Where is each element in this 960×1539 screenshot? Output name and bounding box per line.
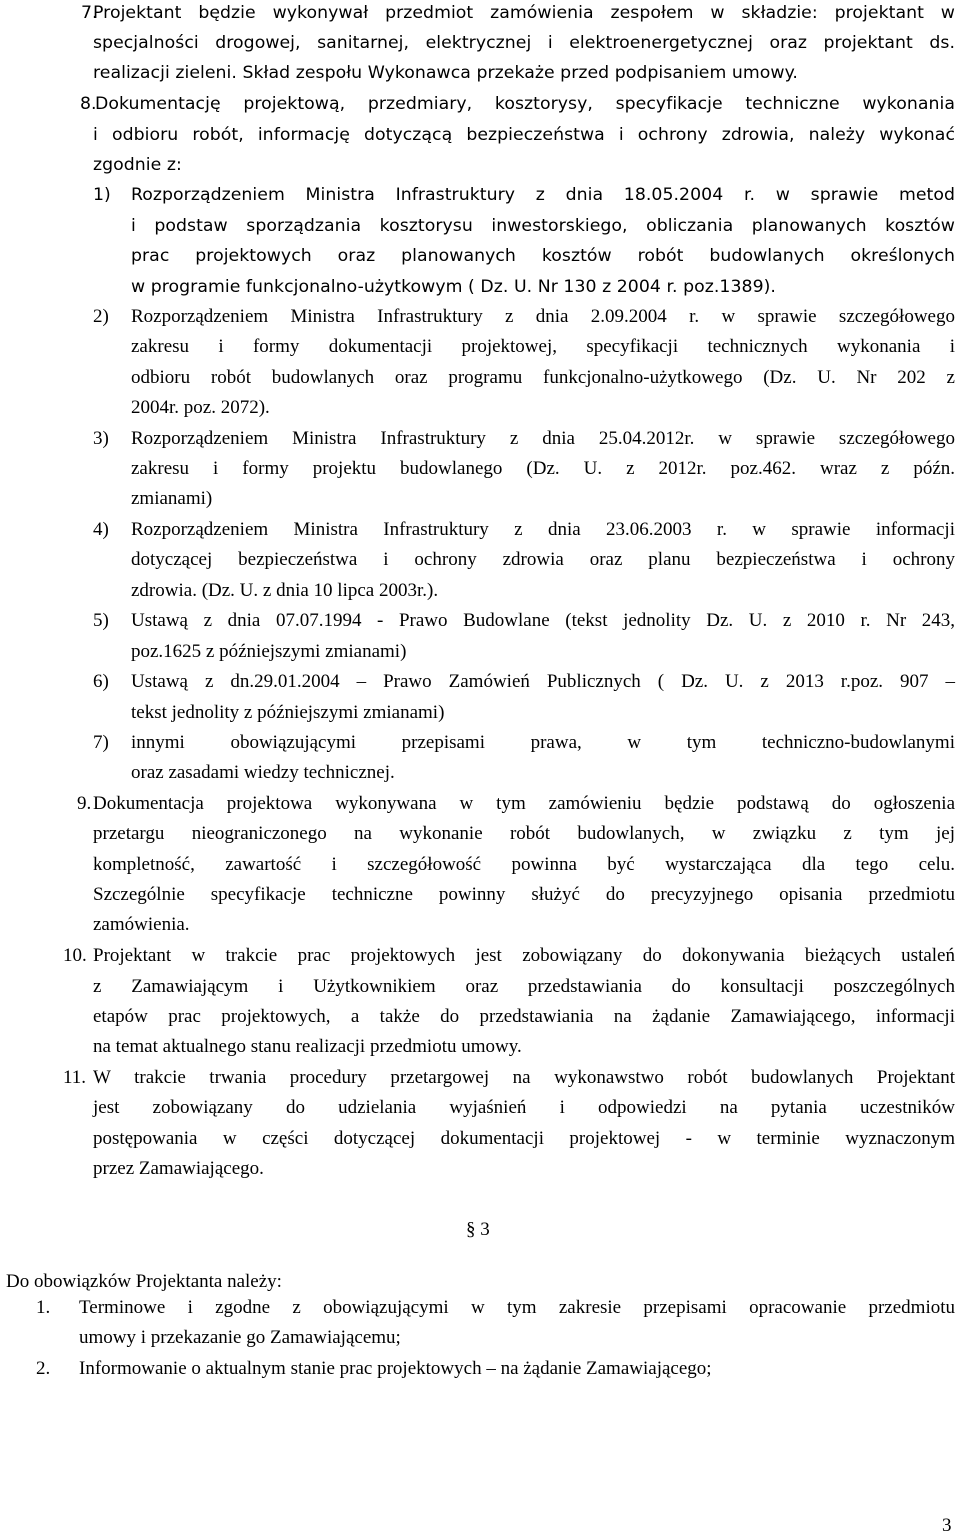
text-line: jest zobowiązany do udzielania wyjaśnień i odpowiedzi na pytania uczestników xyxy=(93,1097,955,1118)
text-line: i odbioru robót, informację dotyczącą bezpieczeństwa i ochrony zdrowia, należy wykonać xyxy=(93,125,955,145)
text-line: Rozporządzeniem Ministra Infrastruktury z dnia 2.09.2004 r. w sprawie szczegółowego xyxy=(131,306,955,327)
text-line: Dokumentację projektową, przedmiary, kosztorysy, specyfikacje techniczne wykonania xyxy=(95,94,955,114)
section-heading: § 3 xyxy=(466,1219,490,1240)
item-number: 7. xyxy=(81,3,98,23)
duty-number: 2. xyxy=(36,1358,51,1379)
text-line: Ustawą z dnia 07.07.1994 - Prawo Budowlane (tekst jednolity Dz. U. z 2010 r. Nr 243, xyxy=(131,610,955,631)
sub-item-number: 5) xyxy=(93,610,109,631)
text-line: Ustawą z dn.29.01.2004 – Prawo Zamówień Publicznych ( Dz. U. z 2013 r.poz. 907 – xyxy=(131,671,955,692)
text-line: Terminowe i zgodne z obowiązującymi w tym zakresie przepisami opracowanie przedmiotu xyxy=(79,1297,955,1318)
text-line: zamówienia. xyxy=(93,914,190,935)
text-line: zdrowia. (Dz. U. z dnia 10 lipca 2003r.). xyxy=(131,580,439,601)
text-line: W trakcie trwania procedury przetargowej na wykonawstwo robót budowlanych Projektant xyxy=(93,1067,955,1088)
sub-item-number: 3) xyxy=(93,428,109,449)
sub-item-number: 1) xyxy=(93,185,111,205)
text-line: zakresu i formy projektu budowlanego (Dz. U. z 2012r. poz.462. wraz z późn. xyxy=(131,458,955,479)
sub-item-number: 4) xyxy=(93,519,109,540)
text-line: kompletność, zawartość i szczegółowość powinna być wystarczająca dla tego celu. xyxy=(93,854,955,875)
item-number: 11. xyxy=(63,1067,87,1088)
sub-item-number: 7) xyxy=(93,732,109,753)
text-line: Szczególnie specyfikacje techniczne powinny służyć do precyzyjnego opisania przedmiotu xyxy=(93,884,955,905)
sub-item-number: 2) xyxy=(93,306,109,327)
text-line: realizacji zieleni. Skład zespołu Wykonawca przekaże przed podpisaniem umowy. xyxy=(93,63,798,83)
text-line: i podstaw sporządzania kosztorysu inwestorskiego, obliczania planowanych kosztów xyxy=(131,216,955,236)
text-line: 2004r. poz. 2072). xyxy=(131,397,270,418)
duties-intro: Do obowiązków Projektanta należy: xyxy=(6,1271,282,1292)
text-line: przetargu nieograniczonego na wykonanie robót budowlanych, w związku z tym jej xyxy=(93,823,955,844)
text-line: zgodnie z: xyxy=(93,155,182,175)
text-line: etapów prac projektowych, a także do przedstawiania na żądanie Zamawiającego, informacji xyxy=(93,1006,955,1027)
text-line: Projektant będzie wykonywał przedmiot zamówienia zespołem w składzie: projektant w xyxy=(93,3,955,23)
text-line: na temat aktualnego stanu realizacji przedmiotu umowy. xyxy=(93,1036,522,1057)
text-line: poz.1625 z późniejszymi zmianami) xyxy=(131,641,407,662)
text-line: oraz zasadami wiedzy technicznej. xyxy=(131,762,395,783)
text-line: postępowania w części dotyczącej dokumentacji projektowej - w terminie wyznaczonym xyxy=(93,1128,955,1149)
text-line: Dokumentacja projektowa wykonywana w tym zamówieniu będzie podstawą do ogłoszenia xyxy=(93,793,955,814)
item-number: 9. xyxy=(77,793,92,814)
text-line: tekst jednolity z późniejszymi zmianami) xyxy=(131,702,445,723)
text-line: Projektant w trakcie prac projektowych jest zobowiązany do dokonywania bieżących ustaleń xyxy=(93,945,955,966)
text-line: odbioru robót budowlanych oraz programu funkcjonalno-użytkowego (Dz. U. Nr 202 z xyxy=(131,367,955,388)
text-line: zmianami) xyxy=(131,488,213,509)
text-line: Informowanie o aktualnym stanie prac projektowych – na żądanie Zamawiającego; xyxy=(79,1358,712,1379)
text-line: Rozporządzeniem Ministra Infrastruktury z dnia 25.04.2012r. w sprawie szczegółowego xyxy=(131,428,955,449)
duty-number: 1. xyxy=(36,1297,51,1318)
text-line: innymi obowiązującymi przepisami prawa, w tym techniczno-budowlanymi xyxy=(131,732,955,753)
sub-item-number: 6) xyxy=(93,671,109,692)
text-line: z Zamawiającym i Użytkownikiem oraz przedstawiania do konsultacji poszczególnych xyxy=(93,976,955,997)
text-line: dotyczącej bezpieczeństwa i ochrony zdrowia oraz planu bezpieczeństwa i ochrony xyxy=(131,549,955,570)
page-number: 3 xyxy=(942,1515,952,1536)
text-line: Rozporządzeniem Ministra Infrastruktury z dnia 23.06.2003 r. w sprawie informacji xyxy=(131,519,955,540)
text-line: w programie funkcjonalno-użytkowym ( Dz. U. Nr 130 z 2004 r. poz.1389). xyxy=(131,277,776,297)
text-line: przez Zamawiającego. xyxy=(93,1158,264,1179)
item-number: 10. xyxy=(63,945,87,966)
item-number: 8. xyxy=(80,94,97,114)
text-line: prac projektowych oraz planowanych kosztów robót budowlanych określonych xyxy=(131,246,955,266)
text-line: specjalności drogowej, sanitarnej, elektrycznej i elektroenergetycznej oraz projektant ds. xyxy=(93,33,955,53)
text-line: umowy i przekazanie go Zamawiającemu; xyxy=(79,1327,401,1348)
text-line: Rozporządzeniem Ministra Infrastruktury z dnia 18.05.2004 r. w sprawie metod xyxy=(131,185,955,205)
text-line: zakresu i formy dokumentacji projektowej, specyfikacji technicznych wykonania i xyxy=(131,336,955,357)
